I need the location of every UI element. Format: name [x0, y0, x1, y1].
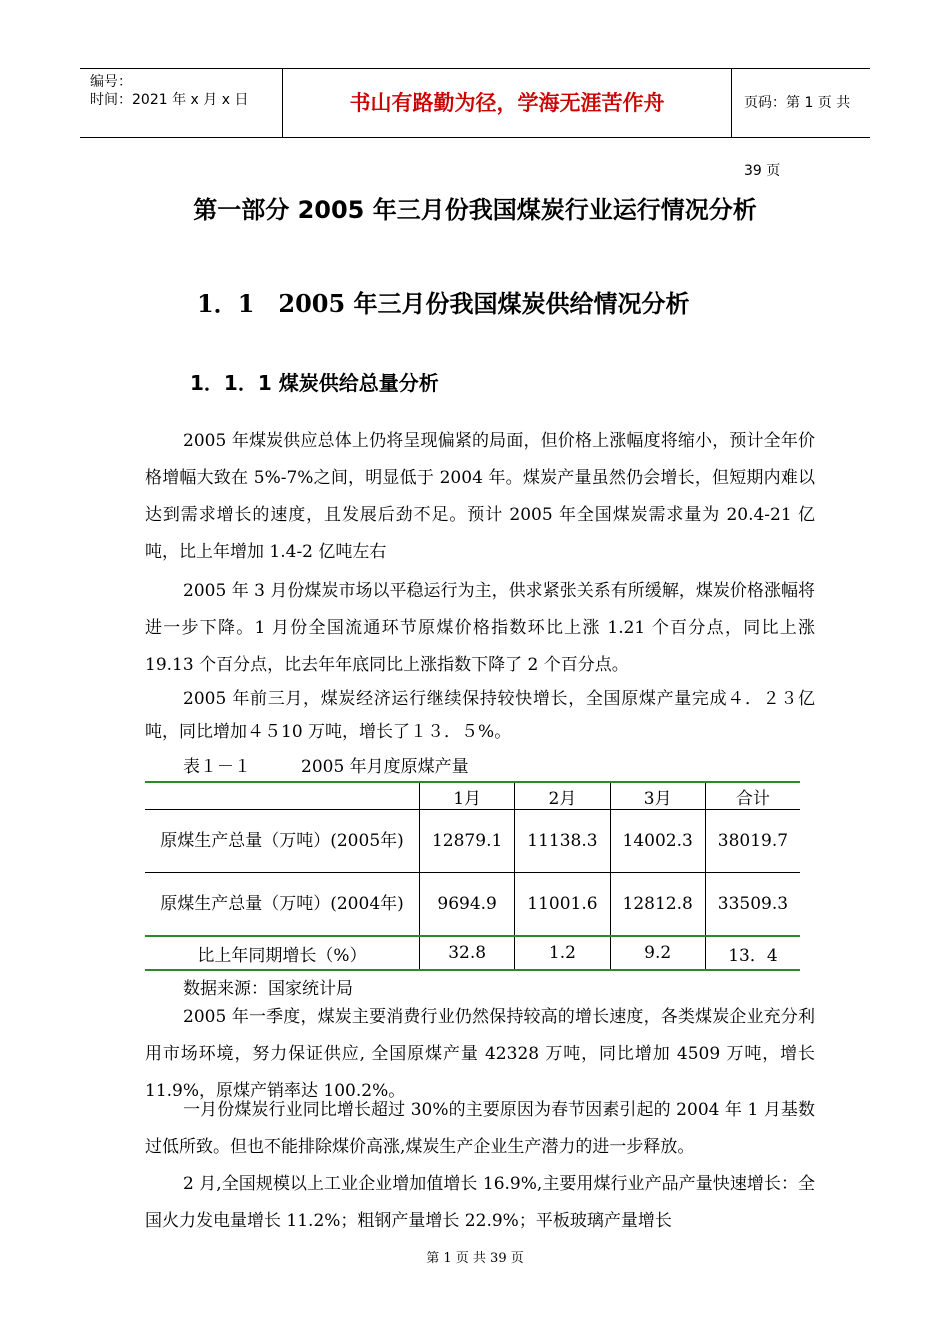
page-footer: 第 1 页 共 39 页 [426, 1251, 524, 1266]
table-cell: 12812.8 [610, 873, 705, 937]
table-header-cell: 1月 [420, 782, 515, 810]
table-header-cell [145, 782, 420, 810]
table-row [145, 810, 800, 873]
header-page-info: 页码：第 1 页 共 39 页 [744, 95, 851, 179]
table-cell: 13．4 [705, 936, 800, 970]
table-header-row [145, 782, 800, 810]
header-motto: 书山有路勤为径，学海无涯苦作舟 [282, 69, 732, 137]
table-cell: 14002.3 [610, 810, 705, 873]
row-label: 原煤生产总量（万吨）(2004年) [145, 873, 420, 937]
table-caption [183, 752, 469, 777]
section-heading: 1．1 2005 年三月份我国煤炭供给情况分析 [197, 289, 690, 318]
header-meta [80, 69, 282, 137]
code-label: 编号： [90, 74, 132, 90]
table-header-cell: 合计 [705, 782, 800, 810]
paragraph-4: 2005 年一季度，煤炭主要消费行业仍然保持较高的增长速度，各类煤炭企业充分利用市场环境，努力保证供应, 全国原煤产量 42328 万吨，同比增加 4509 万吨，增长 11.9%，原煤产销率达 100.2%。 [145, 1007, 815, 1101]
table-row [145, 873, 800, 937]
production-table [145, 781, 800, 971]
table-number: 表１－１ [183, 757, 251, 777]
paragraph-3: 2005 年前三月，煤炭经济运行继续保持较快增长，全国原煤产量完成４．２３亿吨，同比增加４５10 万吨，增长了１３．５%。 [145, 689, 815, 742]
table-header-cell: 2月 [515, 782, 610, 810]
table-cell: 32.8 [420, 936, 515, 970]
data-source: 数据来源：国家统计局 [183, 979, 353, 999]
table-title: 2005 年月度原煤产量 [301, 757, 469, 777]
table-cell: 33509.3 [705, 873, 800, 937]
paragraph-2: 2005 年 3 月份煤炭市场以平稳运行为主，供求紧张关系有所缓解，煤炭价格涨幅将进一步下降。1 月份全国流通环节原煤价格指数环比上涨 1.21 个百分点，同比上涨 19.13 个百分点，比去年年底同比上涨指数下降了 2 个百分点。 [145, 581, 815, 675]
paragraph-6: 2 月,全国规模以上工业企业增加值增长 16.9%,主要用煤行业产品产量快速增长：全国火力发电量增长 11.2%；粗钢产量增长 22.9%；平板玻璃产量增长 [145, 1174, 815, 1231]
table-row [145, 936, 800, 970]
paragraph-5: 一月份煤炭行业同比增长超过 30%的主要原因为春节因素引起的 2004 年 1 月基数过低所致。但也不能排除煤价高涨,煤炭生产企业生产潜力的进一步释放。 [145, 1100, 815, 1157]
document-title: 第一部分 2005 年三月份我国煤炭行业运行情况分析 [193, 196, 757, 224]
row-label: 比上年同期增长（%） [145, 936, 420, 970]
paragraph-1: 2005 年煤炭供应总体上仍将呈现偏紧的局面，但价格上涨幅度将缩小，预计全年价格增幅大致在 5%-7%之间，明显低于 2004 年。煤炭产量虽然仍会增长，但短期内难以达到需求增长的速度，且发展后劲不足。预计 2005 年全国煤炭需求量为 20.4-21 亿吨，比上年增加 1.4-2 亿吨左右 [145, 431, 815, 562]
table-cell: 38019.7 [705, 810, 800, 873]
table-cell: 1.2 [515, 936, 610, 970]
table-cell: 9.2 [610, 936, 705, 970]
time-label: 时间：2021 年 x 月 x 日 [90, 92, 249, 108]
table-cell: 11001.6 [515, 873, 610, 937]
table-cell: 11138.3 [515, 810, 610, 873]
table-cell: 12879.1 [420, 810, 515, 873]
table-cell: 9694.9 [420, 873, 515, 937]
page-header [80, 68, 870, 179]
subsection-heading: 1．1．1 煤炭供给总量分析 [190, 371, 439, 395]
table-header-cell: 3月 [610, 782, 705, 810]
row-label: 原煤生产总量（万吨）(2005年) [145, 810, 420, 873]
